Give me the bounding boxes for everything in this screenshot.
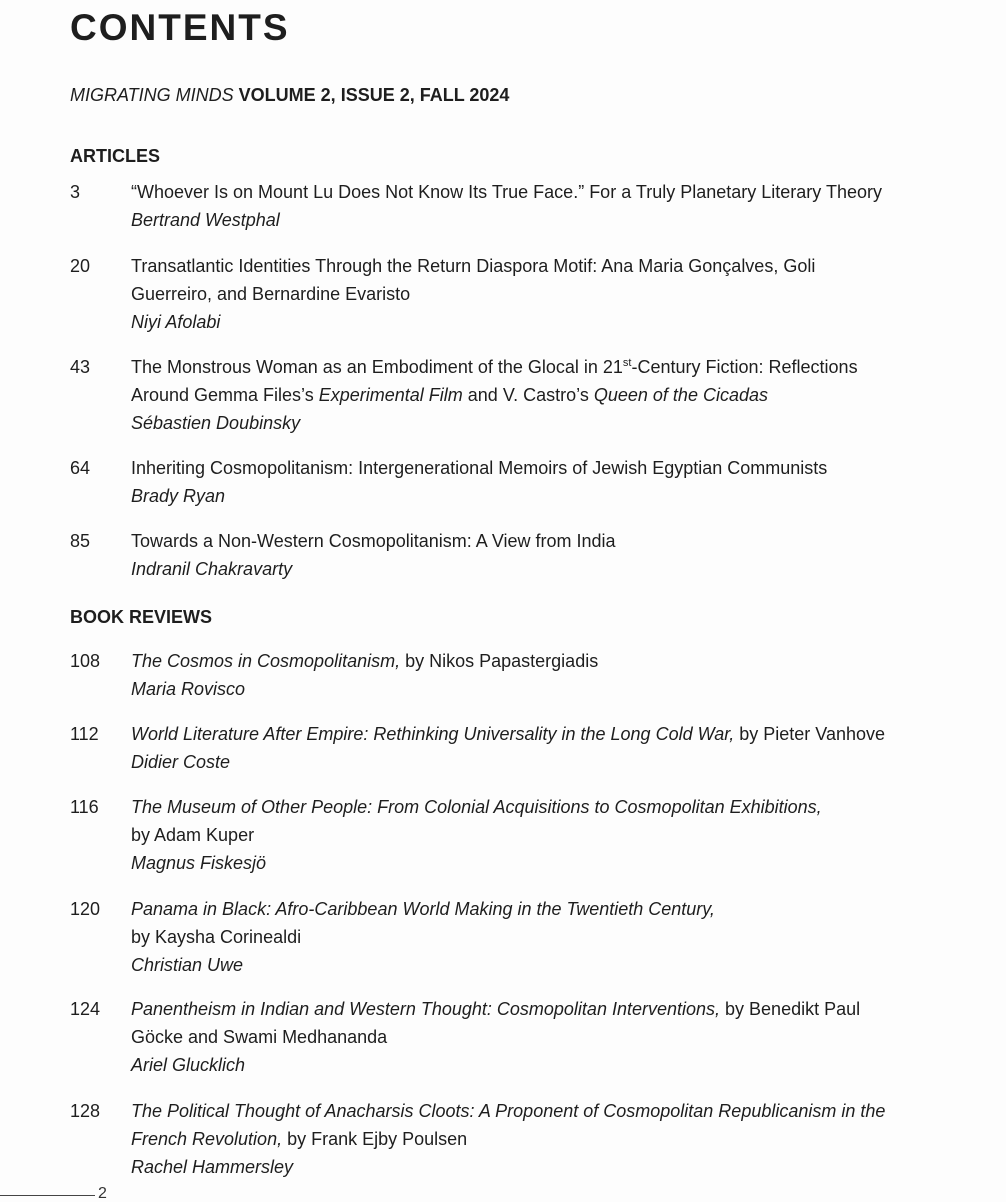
footer-rule (0, 1195, 95, 1196)
entry-title (131, 720, 961, 748)
entry-page-number: 20 (70, 256, 91, 276)
entry-body (131, 454, 961, 510)
entry-author: Magnus Fiskesjö (131, 853, 267, 873)
book-by-line: by Nikos Papastergiadis (400, 651, 599, 671)
page-title: CONTENTS (70, 7, 290, 48)
book-title: Panentheism in Indian and Western Thought: Cosmopolitan Interventions, (131, 999, 721, 1019)
entry-body (131, 178, 961, 234)
book-by-line: by Benedikt Paul (720, 999, 861, 1019)
book-title: French Revolution, (131, 1129, 283, 1149)
entry-author: Didier Coste (131, 752, 231, 772)
entry-body (131, 647, 961, 703)
entry-page-number: 128 (70, 1101, 101, 1121)
entry-page-number: 3 (70, 182, 81, 202)
entry-author: Rachel Hammersley (131, 1157, 294, 1177)
ordinal-suffix: st (622, 357, 632, 369)
entry-body (131, 252, 961, 336)
entry-page-number: 64 (70, 458, 91, 478)
entry-author: Bertrand Westphal (131, 210, 280, 230)
issue-line (70, 82, 509, 108)
book-title: The Cosmos in Cosmopolitanism, (131, 651, 401, 671)
entry-title (131, 647, 961, 675)
issue-details: VOLUME 2, ISSUE 2, FALL 2024 (233, 85, 510, 105)
entry-body (131, 793, 961, 877)
book-title: The Political Thought of Anacharsis Cloots: A Proponent of Cosmopolitan Republicanism in the (131, 1101, 886, 1121)
book-by-line-continued: Göcke and Swami Medhananda (131, 1027, 388, 1047)
entry-author: Maria Rovisco (131, 679, 246, 699)
book-by-line: by Adam Kuper (131, 825, 255, 845)
entry-author: Niyi Afolabi (131, 312, 221, 332)
entry-body (131, 895, 961, 979)
title-text: and V. Castro’s (462, 385, 594, 405)
footer-page-number: 2 (98, 1185, 107, 1202)
entry-title-continued (131, 1125, 961, 1153)
entry-title: Inheriting Cosmopolitanism: Intergenerational Memoirs of Jewish Egyptian Communists (131, 458, 828, 478)
book-title: World Literature After Empire: Rethinking Universality in the Long Cold War, (131, 724, 735, 744)
entry-page-number: 43 (70, 357, 91, 377)
entry-body (131, 353, 961, 437)
entry-page-number: 108 (70, 651, 101, 671)
title-text: -Century Fiction: Reflections (631, 357, 858, 377)
entry-title-continued: Guerreiro, and Bernardine Evaristo (131, 284, 411, 304)
work-title: Queen of the Cicadas (593, 385, 768, 405)
book-by-line: by Kaysha Corinealdi (131, 927, 302, 947)
articles-heading: ARTICLES (70, 146, 160, 166)
entry-author: Sébastien Doubinsky (131, 413, 301, 433)
entry-author: Ariel Glucklich (131, 1055, 246, 1075)
entry-body (131, 720, 961, 776)
title-text: The Monstrous Woman as an Embodiment of the Glocal in 21 (131, 357, 623, 377)
entry-page-number: 120 (70, 899, 101, 919)
entry-author: Christian Uwe (131, 955, 244, 975)
entry-title (131, 995, 961, 1023)
entry-title: Towards a Non-Western Cosmopolitanism: A View from India (131, 531, 616, 551)
entry-author: Indranil Chakravarty (131, 559, 293, 579)
entry-title: Transatlantic Identities Through the Return Diaspora Motif: Ana Maria Gonçalves, Goli (131, 256, 816, 276)
book-reviews-heading: BOOK REVIEWS (70, 607, 213, 627)
entry-body (131, 527, 961, 583)
book-by-line: by Frank Ejby Poulsen (282, 1129, 468, 1149)
entry-body (131, 1097, 961, 1181)
book-by-line: by Pieter Vanhove (734, 724, 886, 744)
entry-author: Brady Ryan (131, 486, 226, 506)
entry-page-number: 124 (70, 999, 101, 1019)
title-text: Around Gemma Files’s (131, 385, 319, 405)
journal-name: MIGRATING MINDS (70, 85, 234, 105)
book-title: Panama in Black: Afro-Caribbean World Making in the Twentieth Century, (131, 899, 715, 919)
entry-body (131, 995, 961, 1079)
entry-title (131, 353, 961, 381)
entry-page-number: 85 (70, 531, 91, 551)
entry-page-number: 112 (70, 724, 99, 744)
book-title: The Museum of Other People: From Colonial Acquisitions to Cosmopolitan Exhibitions, (131, 797, 822, 817)
work-title: Experimental Film (318, 385, 463, 405)
entry-page-number: 116 (70, 797, 99, 817)
entry-title: “Whoever Is on Mount Lu Does Not Know Its True Face.” For a Truly Planetary Literary Theory (131, 182, 882, 202)
entry-title-continued (131, 381, 961, 409)
